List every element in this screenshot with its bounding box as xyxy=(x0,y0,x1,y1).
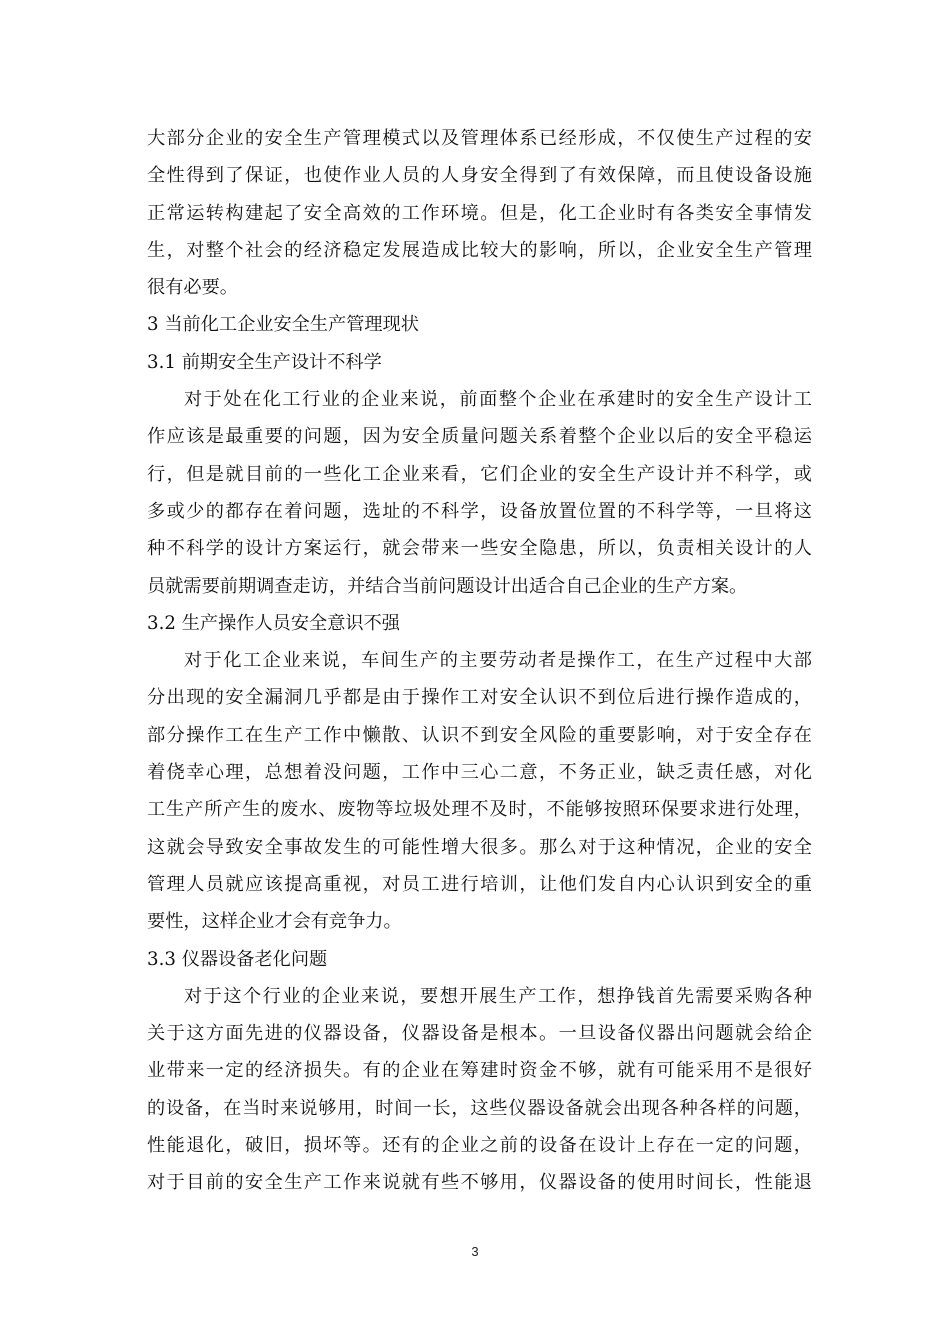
paragraph-line: 业带来一定的经济损失。有的企业在筹建时资金不够，就有可能采用不是很好 xyxy=(147,1060,812,1082)
paragraph-line: 全性得到了保证，也使作业人员的人身安全得到了有效保障，而且使设备设施 xyxy=(147,165,812,187)
paragraph-line: 作应该是最重要的问题，因为安全质量问题关系着整个企业以后的安全平稳运 xyxy=(147,426,812,448)
paragraph-line: 部分操作工在生产工作中懒散、认识不到安全风险的重要影响，对于安全存在 xyxy=(147,724,812,746)
paragraph-first-line: 对于化工企业来说，车间生产的主要劳动者是操作工，在生产过程中大部 xyxy=(184,650,812,672)
paragraph-line: 工生产所产生的废水、废物等垃圾处理不及时，不能够按照环保要求进行处理， xyxy=(147,799,812,821)
paragraph-line: 对于目前的安全生产工作来说就有些不够用，仪器设备的使用时间长，性能退 xyxy=(147,1172,812,1194)
paragraph-first-line: 对于这个行业的企业来说，要想开展生产工作，想挣钱首先需要采购各种 xyxy=(184,985,812,1007)
paragraph-line: 正常运转构建起了安全高效的工作环境。但是，化工企业时有各类安全事情发 xyxy=(147,202,812,224)
paragraph-line: 性能退化，破旧，损坏等。还有的企业之前的设备在设计上存在一定的问题， xyxy=(147,1135,812,1157)
paragraph-line: 关于这方面先进的仪器设备，仪器设备是根本。一旦设备仪器出问题就会给企 xyxy=(147,1023,812,1045)
section-heading: 3.1 前期安全生产设计不科学 xyxy=(147,351,382,373)
paragraph-line: 着侥幸心理，总想着没问题，工作中三心二意，不务正业，缺乏责任感，对化 xyxy=(147,762,812,784)
paragraph-first-line: 对于处在化工行业的企业来说，前面整个企业在承建时的安全生产设计工 xyxy=(184,389,812,411)
paragraph-line: 行，但是就目前的一些化工企业来看，它们企业的安全生产设计并不科学，或 xyxy=(147,463,812,485)
document-body xyxy=(147,120,812,1202)
paragraph-last-line: 要性，这样企业才会有竞争力。 xyxy=(147,911,402,933)
paragraph-line: 多或少的都存在着问题，选址的不科学，设备放置位置的不科学等，一旦将这 xyxy=(147,500,812,522)
page-number: 3 xyxy=(471,1244,479,1259)
paragraph-last-line: 很有必要。 xyxy=(147,277,238,299)
paragraph-line: 这就会导致安全事故发生的可能性增大很多。那么对于这种情况，企业的安全 xyxy=(147,836,812,858)
paragraph-line: 管理人员就应该提高重视，对员工进行培训，让他们发自内心认识到安全的重 xyxy=(147,873,812,895)
paragraph-line: 生，对整个社会的经济稳定发展造成比较大的影响，所以，企业安全生产管理 xyxy=(147,239,812,261)
section-heading: 3.3 仪器设备老化问题 xyxy=(147,948,328,970)
section-heading: 3 当前化工企业安全生产管理现状 xyxy=(147,314,419,336)
paragraph-line: 的设备，在当时来说够用，时间一长，这些仪器设备就会出现各种各样的问题， xyxy=(147,1097,812,1119)
paragraph-last-line: 员就需要前期调查走访，并结合当前问题设计出适合自己企业的生产方案。 xyxy=(147,575,748,597)
section-heading: 3.2 生产操作人员安全意识不强 xyxy=(147,612,400,634)
paragraph-line: 种不科学的设计方案运行，就会带来一些安全隐患，所以，负责相关设计的人 xyxy=(147,538,812,560)
paragraph-line: 大部分企业的安全生产管理模式以及管理体系已经形成，不仅使生产过程的安 xyxy=(147,128,812,149)
paragraph-line: 分出现的安全漏洞几乎都是由于操作工对安全认识不到位后进行操作造成的， xyxy=(147,687,812,709)
